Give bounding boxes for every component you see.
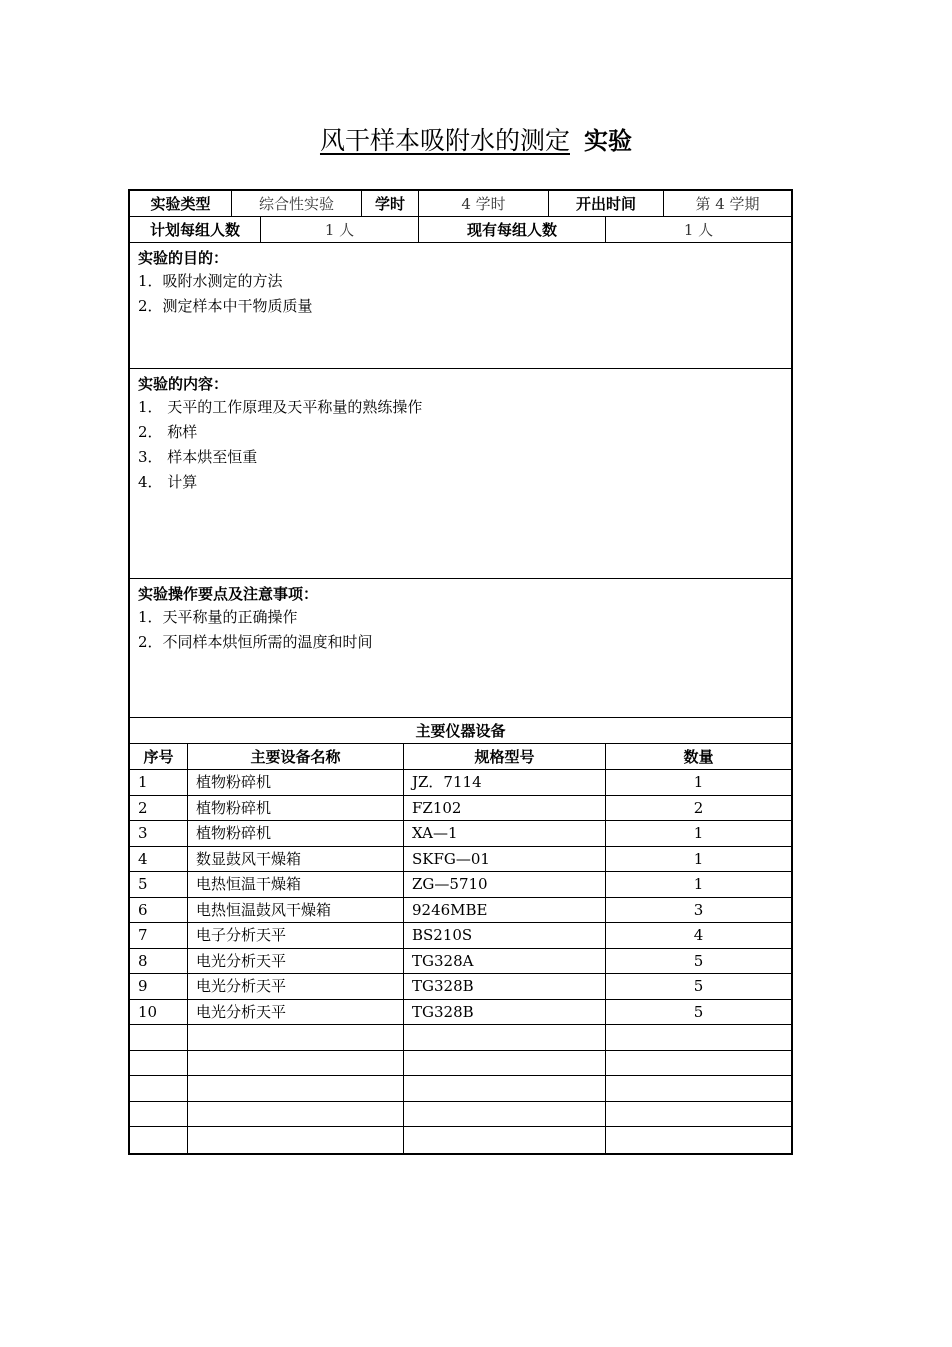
cell-model: 9246MBE	[404, 898, 606, 923]
plan-label: 计划每组人数	[130, 217, 261, 242]
header-index: 序号	[130, 744, 188, 769]
cell-index: 2	[130, 796, 188, 821]
cell-index	[130, 1127, 188, 1153]
cell-model	[404, 1051, 606, 1076]
header-name: 主要设备名称	[188, 744, 404, 769]
table-row	[130, 872, 791, 898]
cell-index: 6	[130, 898, 188, 923]
cell-quantity	[606, 1127, 791, 1153]
experiment-sheet	[128, 189, 793, 1155]
table-row	[130, 898, 791, 924]
notes-heading: 实验操作要点及注意事项：	[138, 585, 319, 603]
cell-model: XA—1	[404, 821, 606, 846]
cell-name: 植物粉碎机	[188, 796, 404, 821]
cell-model: TG328A	[404, 949, 606, 974]
cell-index: 7	[130, 923, 188, 948]
page-title	[0, 124, 952, 158]
hours-value: 4 学时	[419, 191, 549, 216]
cell-name	[188, 1127, 404, 1153]
table-row	[130, 770, 791, 796]
cell-name: 电热恒温鼓风干燥箱	[188, 898, 404, 923]
cell-name: 电光分析天平	[188, 1000, 404, 1025]
cell-index: 4	[130, 847, 188, 872]
cell-name: 数显鼓风干燥箱	[188, 847, 404, 872]
cell-name: 电光分析天平	[188, 949, 404, 974]
cell-index	[130, 1025, 188, 1050]
cell-quantity: 4	[693, 926, 704, 945]
cell-quantity: 5	[693, 951, 704, 970]
cell-model	[404, 1025, 606, 1050]
info-row-1	[130, 191, 791, 217]
cell-name	[188, 1076, 404, 1101]
notes-item: 2．不同样本烘恒所需的温度和时间	[138, 633, 373, 651]
content-section	[130, 369, 791, 579]
table-row	[130, 1102, 791, 1128]
cell-index: 8	[130, 949, 188, 974]
cell-quantity	[606, 1102, 791, 1127]
cell-quantity: 5	[693, 1002, 704, 1021]
cell-quantity	[606, 1051, 791, 1076]
notes-section	[130, 579, 791, 718]
cell-index	[130, 1051, 188, 1076]
cell-name: 植物粉碎机	[188, 770, 404, 795]
cell-index: 1	[130, 770, 188, 795]
content-item: 4． 计算	[138, 473, 198, 491]
current-value: 1 人	[683, 220, 714, 239]
table-row	[130, 974, 791, 1000]
cell-quantity: 5	[693, 977, 704, 996]
cell-model: SKFG—01	[404, 847, 606, 872]
cell-index: 9	[130, 974, 188, 999]
cell-quantity	[606, 1076, 791, 1101]
cell-name	[188, 1025, 404, 1050]
equipment-title-row	[130, 718, 791, 744]
cell-quantity: 1	[693, 773, 704, 792]
cell-index: 5	[130, 872, 188, 897]
cell-name	[188, 1102, 404, 1127]
table-row	[130, 923, 791, 949]
cell-model: TG328B	[404, 1000, 606, 1025]
header-quantity: 数量	[683, 747, 714, 766]
current-label: 现有每组人数	[419, 217, 606, 242]
type-value: 综合性实验	[232, 191, 362, 216]
table-row	[130, 949, 791, 975]
cell-name: 电子分析天平	[188, 923, 404, 948]
goal-item: 1．吸附水测定的方法	[138, 272, 283, 290]
table-row	[130, 1051, 791, 1077]
hours-label: 学时	[362, 191, 419, 216]
cell-model: FZ102	[404, 796, 606, 821]
table-row	[130, 1127, 791, 1153]
goal-section	[130, 243, 791, 369]
type-label: 实验类型	[130, 191, 232, 216]
cell-quantity: 1	[693, 875, 704, 894]
content-item: 1． 天平的工作原理及天平称量的熟练操作	[138, 398, 423, 416]
open-label: 开出时间	[549, 191, 664, 216]
content-item: 3． 样本烘至恒重	[138, 448, 258, 466]
table-row	[130, 821, 791, 847]
cell-name: 电光分析天平	[188, 974, 404, 999]
cell-quantity: 2	[693, 798, 704, 817]
cell-quantity: 1	[693, 849, 704, 868]
table-row	[130, 1000, 791, 1026]
cell-index	[130, 1102, 188, 1127]
cell-name: 电热恒温干燥箱	[188, 872, 404, 897]
content-heading: 实验的内容：	[138, 375, 229, 393]
experiment-name: 风干样本吸附水的测定	[319, 126, 570, 155]
title-suffix: 实验	[584, 127, 632, 155]
cell-quantity: 1	[693, 824, 704, 843]
cell-quantity: 3	[693, 900, 704, 919]
cell-model: JZ．7114	[404, 770, 606, 795]
table-row	[130, 847, 791, 873]
table-row	[130, 1076, 791, 1102]
cell-name	[188, 1051, 404, 1076]
cell-model: ZG—5710	[404, 872, 606, 897]
plan-value: 1 人	[261, 217, 419, 242]
notes-item: 1．天平称量的正确操作	[138, 608, 298, 626]
goal-heading: 实验的目的：	[138, 249, 229, 267]
cell-model: TG328B	[404, 974, 606, 999]
equipment-table-body	[130, 770, 791, 1153]
cell-index: 3	[130, 821, 188, 846]
goal-item: 2．测定样本中干物质质量	[138, 297, 313, 315]
open-value: 第 4 学期	[695, 194, 760, 213]
equipment-header-row	[130, 744, 791, 770]
cell-index	[130, 1076, 188, 1101]
cell-model	[404, 1127, 606, 1153]
cell-model: BS210S	[404, 923, 606, 948]
cell-model	[404, 1102, 606, 1127]
content-item: 2． 称样	[138, 423, 198, 441]
cell-quantity	[606, 1025, 791, 1050]
header-model: 规格型号	[404, 744, 606, 769]
cell-index: 10	[130, 1000, 188, 1025]
cell-name: 植物粉碎机	[188, 821, 404, 846]
table-row	[130, 1025, 791, 1051]
equipment-title: 主要仪器设备	[415, 721, 506, 740]
info-row-2	[130, 217, 791, 243]
cell-model	[404, 1076, 606, 1101]
table-row	[130, 796, 791, 822]
